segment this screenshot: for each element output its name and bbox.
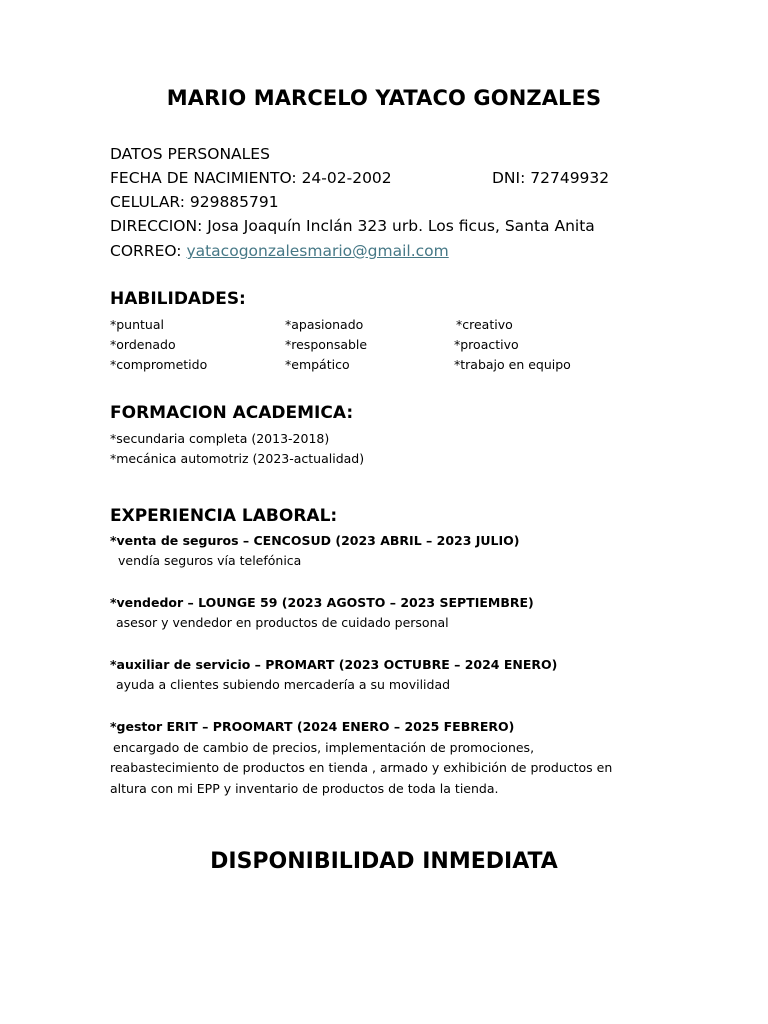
personal-data-heading: DATOS PERSONALES <box>110 145 270 163</box>
job-title: *auxiliar de servicio – PROMART (2023 OCTUBRE – 2024 ENERO) <box>110 657 558 672</box>
skill-item: *empático <box>285 357 350 372</box>
job-title: *gestor ERIT – PROOMART (2024 ENERO – 2025 FEBRERO) <box>110 719 515 734</box>
job-description: reabastecimiento de productos en tienda , armado y exhibición de productos en <box>110 760 613 775</box>
skill-item: *creativo <box>456 317 513 332</box>
skill-item: *ordenado <box>110 337 176 352</box>
education-list <box>110 429 364 469</box>
job-description: asesor y vendedor en productos de cuidado personal <box>116 615 449 630</box>
skills-column-2 <box>285 315 367 375</box>
job-title: *venta de seguros – CENCOSUD (2023 ABRIL – 2023 JULIO) <box>110 533 520 548</box>
home-address: DIRECCION: Josa Joaquín Inclán 323 urb. Los ficus, Santa Anita <box>110 217 595 235</box>
skill-item: *comprometido <box>110 357 208 372</box>
skill-item: *proactivo <box>454 337 519 352</box>
birth-date: FECHA DE NACIMIENTO: 24-02-2002 <box>110 169 392 187</box>
job-title: *vendedor – LOUNGE 59 (2023 AGOSTO – 2023 SEPTIEMBRE) <box>110 595 534 610</box>
job-description: encargado de cambio de precios, implementación de promociones, <box>113 740 535 755</box>
job-description: vendía seguros vía telefónica <box>118 553 302 568</box>
dni-number: DNI: 72749932 <box>492 169 610 187</box>
skills-heading: HABILIDADES: <box>110 289 246 309</box>
experience-heading: EXPERIENCIA LABORAL: <box>110 506 338 526</box>
email-label: CORREO: <box>110 242 187 260</box>
job-description: ayuda a clientes subiendo mercadería a su movilidad <box>116 677 451 692</box>
skill-item: *puntual <box>110 317 164 332</box>
education-heading: FORMACION ACADEMICA: <box>110 403 354 423</box>
phone-number: CELULAR: 929885791 <box>110 193 279 211</box>
education-item: *mecánica automotriz (2023-actualidad) <box>110 451 365 466</box>
email-link[interactable]: yatacogonzalesmario@gmail.com <box>186 242 449 260</box>
job-description: altura con mi EPP y inventario de productos de toda la tienda. <box>110 781 499 796</box>
skills-column-3 <box>454 315 571 375</box>
education-item: *secundaria completa (2013-2018) <box>110 431 330 446</box>
skills-column-1 <box>110 315 207 375</box>
email-row <box>110 239 449 263</box>
skill-item: *apasionado <box>285 317 364 332</box>
skill-item: *trabajo en equipo <box>454 357 571 372</box>
resume-name-title: MARIO MARCELO YATACO GONZALES <box>166 86 602 110</box>
availability-statement: DISPONIBILIDAD INMEDIATA <box>210 849 558 874</box>
skill-item: *responsable <box>285 337 368 352</box>
